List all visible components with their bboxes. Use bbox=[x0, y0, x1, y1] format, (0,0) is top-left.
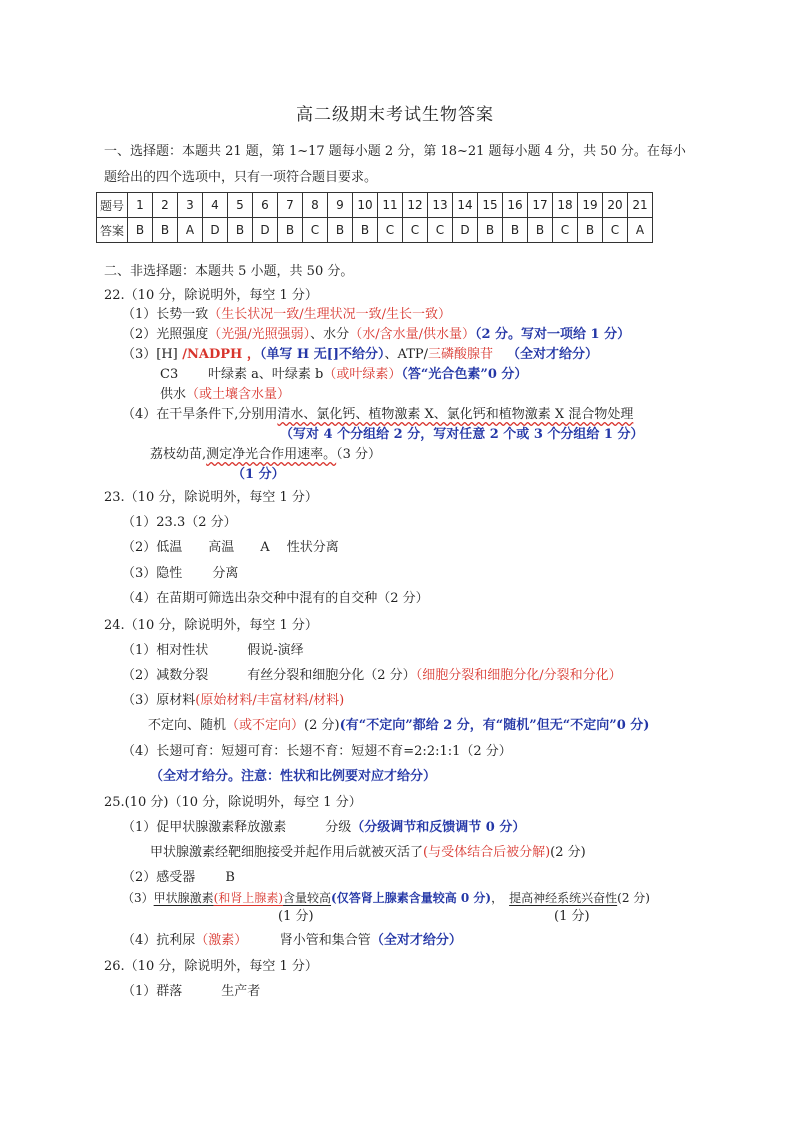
table-cell-number: 12 bbox=[403, 193, 428, 218]
q25-answer-1b bbox=[150, 844, 586, 862]
table-cell-answer: C bbox=[603, 218, 628, 243]
alt-answer: （或叶绿素） bbox=[323, 367, 402, 382]
grading-note: （答“光合色素”0 分） bbox=[401, 367, 528, 382]
underlined-answer: 含量较高 bbox=[283, 891, 332, 905]
grading-note: (有“不定向”都给 2 分，有“随机”但无“不定向”0 分) bbox=[339, 718, 650, 733]
alt-answer: (和肾上腺素) bbox=[213, 891, 284, 905]
table-row-answers bbox=[97, 218, 653, 243]
q22-answer-water bbox=[160, 386, 290, 404]
q25-answer-1 bbox=[122, 819, 525, 837]
underlined-answer: 提高神经系统兴奋性 bbox=[509, 891, 618, 905]
answer-text: 叶绿素 a、叶绿素 b bbox=[208, 367, 324, 382]
q22-grading-note-2: （1 分） bbox=[232, 467, 285, 482]
table-cell-answer: C bbox=[378, 218, 403, 243]
alt-answer: （水/含水量/供水量） bbox=[349, 327, 475, 342]
q26-heading: 26.（10 分，除说明外，每空 1 分） bbox=[104, 959, 318, 974]
q24-answer-3b bbox=[148, 717, 649, 735]
underlined-answer: 甲状腺激素 bbox=[153, 891, 214, 905]
answer-text: （3）[H] bbox=[122, 347, 178, 362]
q24-answer-2 bbox=[122, 667, 622, 685]
q24-answer-3 bbox=[122, 692, 344, 710]
table-cell-answer: A bbox=[178, 218, 203, 243]
answer-text: （1）长势一致 bbox=[122, 307, 209, 322]
answer-text: 、水分 bbox=[310, 327, 350, 342]
q22-grading-note: （写对 4 个分组给 2 分，写对任意 2 个或 3 个分组给 1 分） bbox=[280, 427, 644, 442]
alt-answer: （激素） bbox=[195, 933, 241, 948]
alt-answer: （细胞分裂和细胞分化/分裂和分化） bbox=[415, 668, 622, 683]
grading-note: （全对才给分） bbox=[507, 347, 599, 362]
table-cell-number: 6 bbox=[253, 193, 278, 218]
table-header-cell: 题号 bbox=[97, 193, 128, 218]
table-cell-answer: C bbox=[403, 218, 428, 243]
answer-text: （1）促甲状腺激素释放激素 分级 bbox=[122, 820, 352, 835]
q25-heading: 25.(10 分)（10 分，除说明外，每空 1 分） bbox=[104, 795, 362, 810]
grading-note: （全对才给分） bbox=[370, 933, 462, 948]
answer-text: 荔枝幼苗, bbox=[150, 447, 207, 462]
table-cell-number: 14 bbox=[453, 193, 478, 218]
table-row-numbers bbox=[97, 193, 653, 218]
table-cell-number: 16 bbox=[503, 193, 528, 218]
answer-text: （3） bbox=[122, 891, 154, 905]
answer-text: （4）在干旱条件下,分别用 bbox=[122, 407, 278, 422]
table-cell-number: 3 bbox=[178, 193, 203, 218]
table-cell-number: 19 bbox=[578, 193, 603, 218]
answer-text: （3）原材料 bbox=[122, 693, 196, 708]
table-cell-number: 1 bbox=[128, 193, 153, 218]
table-cell-number: 20 bbox=[603, 193, 628, 218]
section2-heading: 二、非选择题：本题共 5 小题，共 50 分。 bbox=[104, 264, 354, 279]
alt-answer: （或土壤含水量） bbox=[186, 387, 291, 402]
q22-answer-c3: C3 bbox=[160, 367, 179, 382]
answer-table bbox=[96, 192, 653, 243]
answer-text: （2）减数分裂 有丝分裂和细胞分化（2 分） bbox=[122, 668, 416, 683]
q24-answer-4: （4）长翅可育：短翅可育：长翅不育：短翅不育=2:2:1:1（2 分） bbox=[122, 744, 512, 759]
q22-answer-4 bbox=[122, 406, 633, 424]
q24-answer-1: （1）相对性状 假说-演绎 bbox=[122, 643, 304, 658]
table-cell-number: 10 bbox=[353, 193, 378, 218]
table-cell-answer: A bbox=[628, 218, 653, 243]
alt-answer: /NADPH ， bbox=[177, 347, 260, 362]
points: (2 分) bbox=[304, 718, 340, 733]
grading-note: （分级调节和反馈调节 0 分） bbox=[351, 820, 526, 835]
table-cell-answer: B bbox=[128, 218, 153, 243]
alt-answer: （或不定向） bbox=[226, 718, 305, 733]
table-cell-number: 5 bbox=[228, 193, 253, 218]
section1-intro-line2: 题给出的四个选项中，只有一项符合题目要求。 bbox=[104, 170, 378, 185]
q24-heading: 24.（10 分，除说明外，每空 1 分） bbox=[104, 618, 318, 633]
table-cell-answer: C bbox=[303, 218, 328, 243]
q22-answer-3 bbox=[122, 346, 598, 364]
answer-text: 甲状腺激素经靶细胞接受并起作用后就被灭活了 bbox=[150, 845, 424, 860]
q23-answer-1: （1）23.3（2 分） bbox=[122, 515, 237, 530]
q22-answer-1 bbox=[122, 306, 451, 324]
q25-answer-3 bbox=[122, 889, 650, 907]
table-cell-number: 17 bbox=[528, 193, 553, 218]
table-cell-answer: C bbox=[428, 218, 453, 243]
answer-text: 供水 bbox=[160, 387, 187, 402]
table-cell-answer: B bbox=[528, 218, 553, 243]
table-cell-answer: B bbox=[228, 218, 253, 243]
answer-text: （4）抗利尿 bbox=[122, 933, 196, 948]
grading-note: （单写 H 无[]不给分） bbox=[259, 347, 385, 362]
table-cell-number: 7 bbox=[278, 193, 303, 218]
table-cell-number: 9 bbox=[328, 193, 353, 218]
answer-text: ， bbox=[491, 891, 504, 905]
q25-answer-2: （2）感受器 B bbox=[122, 870, 235, 885]
table-cell-answer: B bbox=[478, 218, 503, 243]
alt-answer: （生长状况一致/生理状况一致/生长一致） bbox=[208, 307, 452, 322]
answer-text: 不定向、随机 bbox=[148, 718, 227, 733]
table-cell-answer: B bbox=[328, 218, 353, 243]
table-cell-number: 4 bbox=[203, 193, 228, 218]
table-cell-number: 8 bbox=[303, 193, 328, 218]
alt-answer: (与受体结合后被分解) bbox=[423, 845, 551, 860]
q26-answer-1: （1）群落 生产者 bbox=[122, 984, 261, 999]
q25-points-1: (1 分) bbox=[278, 909, 314, 924]
table-cell-answer: C bbox=[553, 218, 578, 243]
section1-intro-line1: 一、选择题：本题共 21 题，第 1~17 题每小题 2 分，第 18~21 题每小题 4 分，共 50 分。在每小 bbox=[104, 144, 686, 159]
q22-heading: 22.（10 分，除说明外，每空 1 分） bbox=[104, 288, 318, 303]
q23-answer-4: （4）在苗期可筛选出杂交种中混有的自交种（2 分） bbox=[122, 591, 429, 606]
q25-points-2: (1 分) bbox=[554, 909, 590, 924]
table-cell-answer: D bbox=[453, 218, 478, 243]
q23-heading: 23.（10 分，除说明外，每空 1 分） bbox=[104, 490, 318, 505]
table-header-cell: 答案 bbox=[97, 218, 128, 243]
page-title: 高二级期末考试生物答案 bbox=[296, 105, 494, 125]
table-cell-answer: B bbox=[503, 218, 528, 243]
grading-note: (仅答肾上腺素含量较高 0 分) bbox=[331, 891, 492, 905]
points: (2 分) bbox=[550, 845, 586, 860]
table-cell-number: 21 bbox=[628, 193, 653, 218]
q22-answer-2 bbox=[122, 326, 630, 344]
answer-text: 、ATP/ bbox=[384, 347, 428, 362]
answer-text: （2）光照强度 bbox=[122, 327, 209, 342]
grading-note: （2 分。写对一项给 1 分） bbox=[474, 327, 631, 342]
table-cell-number: 11 bbox=[378, 193, 403, 218]
underlined-answer: 测定净光合作用速率。 bbox=[206, 447, 337, 462]
table-cell-answer: B bbox=[353, 218, 378, 243]
table-cell-number: 18 bbox=[553, 193, 578, 218]
table-cell-number: 15 bbox=[478, 193, 503, 218]
points: （3 分） bbox=[336, 447, 382, 462]
underlined-answer: 清水、氯化钙、植物激素 X、氯化钙和植物激素 X 混合物处理 bbox=[277, 407, 634, 422]
answer-text: 肾小管和集合管 bbox=[240, 933, 371, 948]
q25-answer-4 bbox=[122, 932, 462, 950]
points: (2 分) bbox=[617, 891, 650, 905]
table-cell-answer: D bbox=[253, 218, 278, 243]
table-cell-number: 2 bbox=[153, 193, 178, 218]
q22-answer-chlorophyll bbox=[208, 366, 527, 384]
table-cell-number: 13 bbox=[428, 193, 453, 218]
table-cell-answer: D bbox=[203, 218, 228, 243]
q22-answer-4b bbox=[150, 446, 381, 464]
q24-grading-note: （全对才给分。注意：性状和比例要对应才给分） bbox=[150, 769, 437, 784]
q23-answer-3: （3）隐性 分离 bbox=[122, 566, 239, 581]
q23-answer-2: （2）低温 高温 A 性状分离 bbox=[122, 540, 339, 555]
alt-answer: 三磷酸腺苷 bbox=[428, 347, 494, 362]
table-cell-answer: B bbox=[578, 218, 603, 243]
alt-answer: （光强/光照强弱） bbox=[208, 327, 311, 342]
table-cell-answer: B bbox=[153, 218, 178, 243]
table-cell-answer: B bbox=[278, 218, 303, 243]
alt-answer: (原始材料/丰富材料/材料) bbox=[195, 693, 345, 708]
